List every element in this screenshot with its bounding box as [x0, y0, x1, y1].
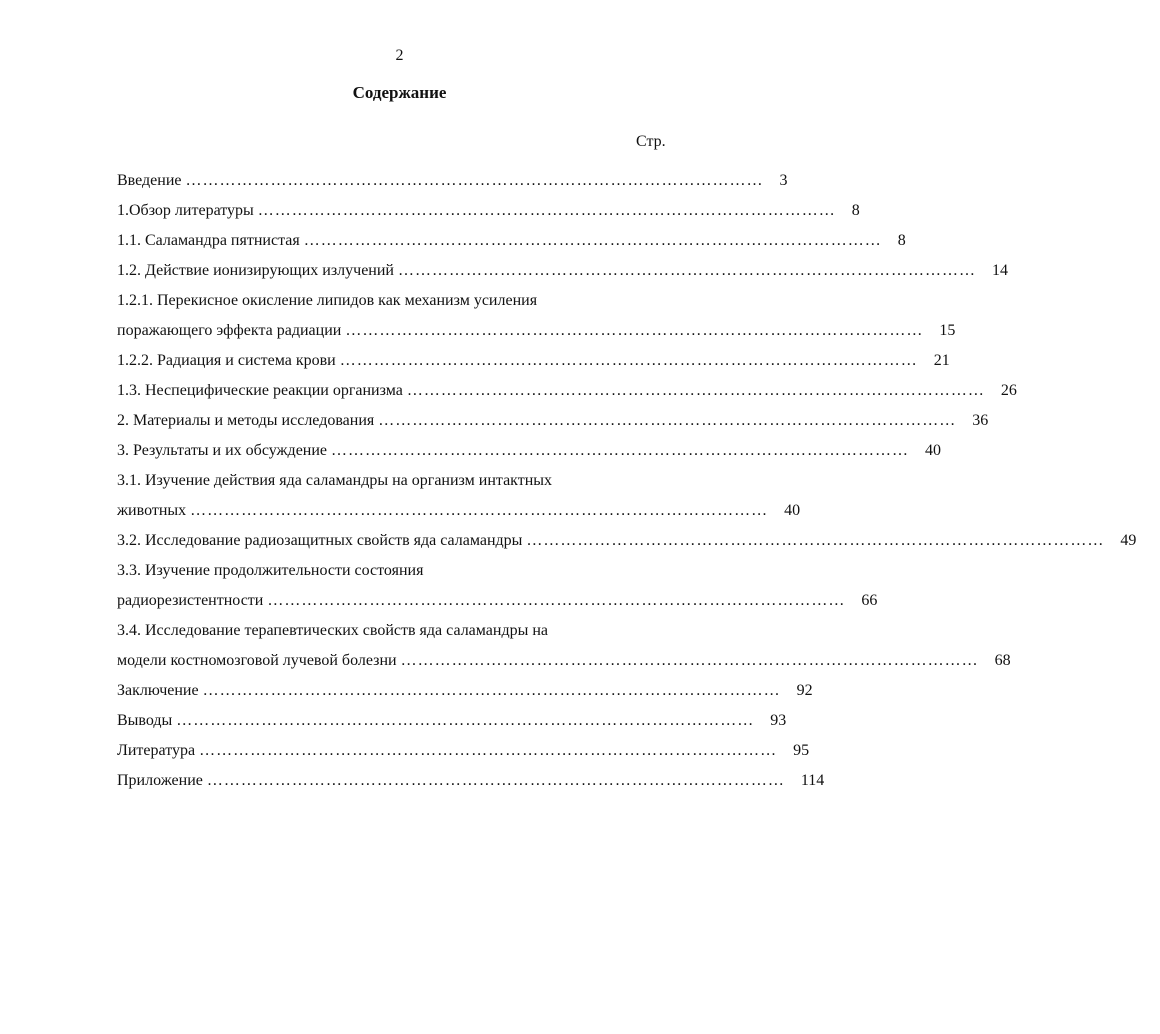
toc-entry-title: 3. Результаты и их обсуждение	[117, 442, 328, 459]
toc-entry-page: 68	[994, 652, 1011, 669]
toc-line	[117, 196, 860, 226]
toc-line	[117, 256, 1008, 286]
toc-line	[117, 676, 813, 706]
toc-entry	[117, 376, 1017, 406]
toc-entry-page: 3	[779, 172, 788, 189]
toc-entry	[117, 736, 810, 766]
toc-entry	[117, 166, 788, 196]
toc-line	[117, 166, 788, 196]
toc-entry	[117, 256, 1008, 286]
toc-leader-dots: …………………………………………………………………………………………	[267, 592, 846, 609]
toc-leader-dots: …………………………………………………………………………………………	[202, 682, 781, 699]
toc-leader-dots: …………………………………………………………………………………………	[303, 232, 882, 249]
toc-entry-page: 21	[933, 352, 950, 369]
toc-entry-title: модели костномозговой лучевой болезни	[117, 652, 397, 669]
toc-leader-dots: …………………………………………………………………………………………	[339, 352, 918, 369]
toc-entry-page: 40	[784, 502, 801, 519]
toc-line	[117, 226, 906, 256]
toc-entry	[117, 406, 989, 436]
toc-line	[117, 406, 989, 436]
toc-entry-title: 1.2.2. Радиация и система крови	[117, 352, 336, 369]
toc-entry-page: 14	[991, 262, 1008, 279]
toc-line	[117, 376, 1017, 406]
toc-line	[117, 316, 956, 346]
toc-entry-title: 3.3. Изучение продолжительности состояния	[117, 562, 424, 579]
toc-entry-title: 3.4. Исследование терапевтических свойств яда саламандры на	[117, 622, 549, 639]
toc-leader-dots: …………………………………………………………………………………………	[176, 712, 755, 729]
toc-line	[117, 526, 1137, 556]
toc-entry-title: 1.2.1. Перекисное окисление липидов как механизм усиления	[117, 292, 538, 309]
toc-entry-title: поражающего эффекта радиации	[117, 322, 342, 339]
toc-line	[117, 646, 1011, 676]
toc-line	[117, 496, 801, 526]
toc-entry-title: Введение	[117, 172, 182, 189]
toc-entry-page: 114	[800, 772, 825, 789]
toc-entry	[117, 676, 813, 706]
toc-leader-dots: …………………………………………………………………………………………	[406, 382, 985, 399]
page-column-label: Стр.	[636, 133, 666, 150]
toc-entry-title: радиорезистентности	[117, 592, 264, 609]
toc-entry-title: животных	[117, 502, 187, 519]
toc-entry-title: 1.1. Саламандра пятнистая	[117, 232, 300, 249]
toc-entry	[117, 286, 956, 346]
toc-leader-dots: …………………………………………………………………………………………	[400, 652, 979, 669]
toc-line	[117, 706, 787, 736]
page-title: Содержание	[352, 83, 447, 102]
toc-line	[117, 556, 662, 586]
toc-entry	[117, 226, 906, 256]
toc-entry-title: Заключение	[117, 682, 199, 699]
toc-entry-page: 15	[939, 322, 956, 339]
toc-leader-dots: …………………………………………………………………………………………	[190, 502, 769, 519]
toc-leader-dots: …………………………………………………………………………………………	[526, 532, 1105, 549]
toc-entry-title: 3.2. Исследование радиозащитных свойств яда саламандры	[117, 532, 523, 549]
toc-line	[117, 616, 662, 646]
toc-entry-title: 1.2. Действие ионизирующих излучений	[117, 262, 394, 279]
toc-leader-dots: …………………………………………………………………………………………	[397, 262, 976, 279]
toc-leader-dots: …………………………………………………………………………………………	[199, 742, 778, 759]
toc-entry-title: 3.1. Изучение действия яда саламандры на организм интактных	[117, 472, 553, 489]
toc-line	[117, 346, 950, 376]
page-number: 2	[395, 47, 404, 64]
toc-entry	[117, 556, 878, 616]
toc-leader-dots: …………………………………………………………………………………………	[257, 202, 836, 219]
toc-entry-page: 36	[972, 412, 989, 429]
toc-entry-page: 93	[770, 712, 787, 729]
toc-leader-dots: …………………………………………………………………………………………	[378, 412, 957, 429]
toc-entry-title: Выводы	[117, 712, 173, 729]
toc-entry-page: 92	[796, 682, 813, 699]
toc-entry-page: 49	[1120, 532, 1137, 549]
toc-line	[117, 766, 825, 796]
toc-entry	[117, 196, 860, 226]
toc-line	[117, 736, 810, 766]
toc-entry	[117, 616, 1011, 676]
toc-leader-dots: …………………………………………………………………………………………	[345, 322, 924, 339]
toc-leader-dots: …………………………………………………………………………………………	[185, 172, 764, 189]
toc-entry	[117, 346, 950, 376]
toc-entry-page: 40	[925, 442, 942, 459]
toc-entry	[117, 766, 825, 796]
toc-entry-page: 26	[1000, 382, 1017, 399]
toc-leader-dots: …………………………………………………………………………………………	[331, 442, 910, 459]
toc-entry-title: 1.3. Неспецифические реакции организма	[117, 382, 403, 399]
toc-entry	[117, 436, 942, 466]
toc-entry-title: 2. Материалы и методы исследования	[117, 412, 375, 429]
toc-entry	[117, 466, 801, 526]
toc-leader-dots: …………………………………………………………………………………………	[206, 772, 785, 789]
toc-entry-page: 66	[861, 592, 878, 609]
toc-entry-title: 1.Обзор литературы	[117, 202, 254, 219]
toc-entry-page: 8	[897, 232, 906, 249]
toc-line	[117, 466, 662, 496]
toc-line	[117, 436, 942, 466]
toc-entry-title: Приложение	[117, 772, 203, 789]
toc-entry-title: Литература	[117, 742, 196, 759]
toc-entry-page: 8	[851, 202, 860, 219]
toc-line	[117, 286, 662, 316]
toc-entry-page: 95	[793, 742, 810, 759]
toc-entry	[117, 526, 1137, 556]
table-of-contents	[117, 166, 1137, 796]
toc-line	[117, 586, 878, 616]
toc-entry	[117, 706, 787, 736]
